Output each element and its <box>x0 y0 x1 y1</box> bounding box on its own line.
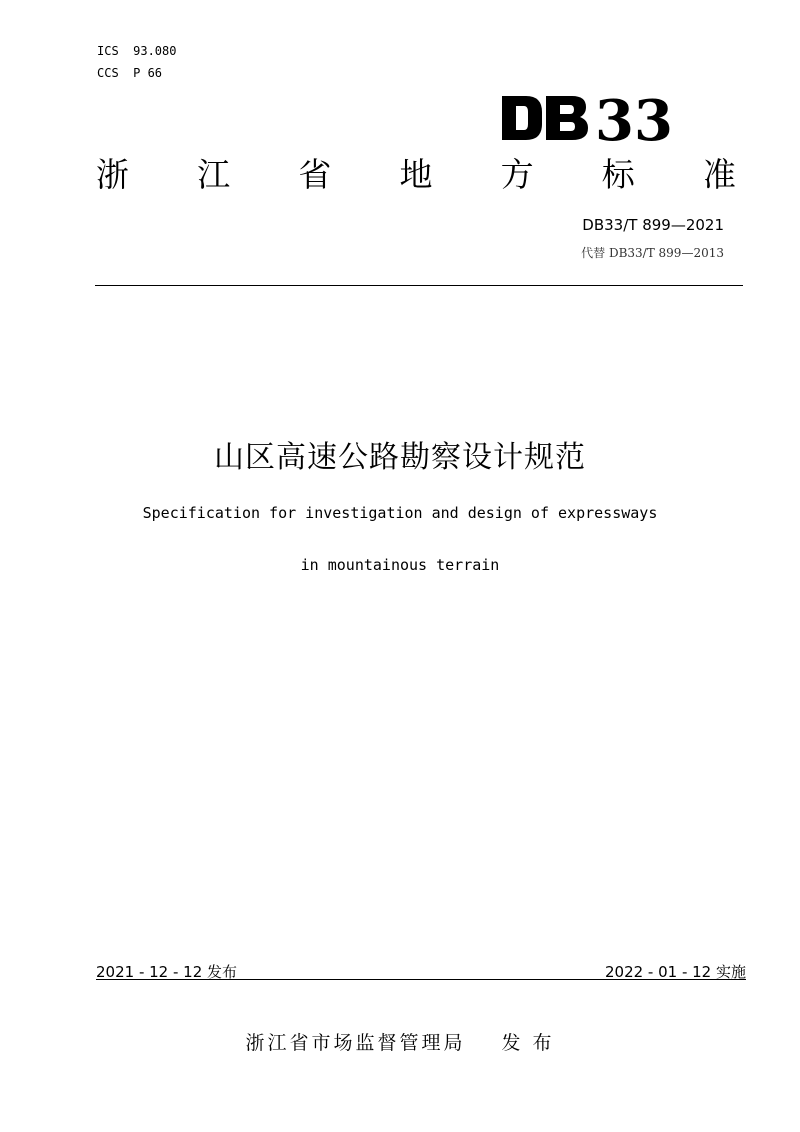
db33-logo <box>500 88 690 146</box>
standard-type-char: 方 <box>500 155 534 194</box>
standard-type-char: 准 <box>702 155 736 194</box>
svg-text:33: 33 <box>595 88 673 146</box>
standard-type-char: 省 <box>298 155 332 194</box>
standard-type <box>96 152 736 198</box>
publish-label: 发 布 <box>501 1032 555 1054</box>
standard-type-char: 标 <box>601 155 635 194</box>
ics-code: ICS 93.080 <box>97 44 177 58</box>
replaces-standard: 代替 DB33/T 899—2013 <box>581 246 724 260</box>
document-title-zh: 山区高速公路勘察设计规范 <box>214 440 586 475</box>
standard-type-char: 地 <box>399 155 433 194</box>
standard-type-char: 浙 <box>96 155 129 194</box>
standard-type-char: 江 <box>197 155 231 194</box>
issue-date: 2021 - 12 - 12 发布 <box>96 963 238 981</box>
publisher-line <box>0 1028 800 1055</box>
footer-divider <box>96 979 746 980</box>
document-title-en-line1: Specification for investigation and design of expressways <box>142 504 658 522</box>
publisher-name: 浙江省市场监督管理局 <box>245 1032 466 1054</box>
implement-date: 2022 - 01 - 12 实施 <box>604 963 746 981</box>
header-divider <box>95 285 743 286</box>
standard-number: DB33/T 899—2021 <box>582 216 724 234</box>
classification-codes <box>97 40 176 84</box>
ccs-code: CCS P 66 <box>97 66 163 80</box>
document-title-en-line2: in mountainous terrain <box>300 556 500 574</box>
logo-text: DB33 <box>500 88 503 89</box>
